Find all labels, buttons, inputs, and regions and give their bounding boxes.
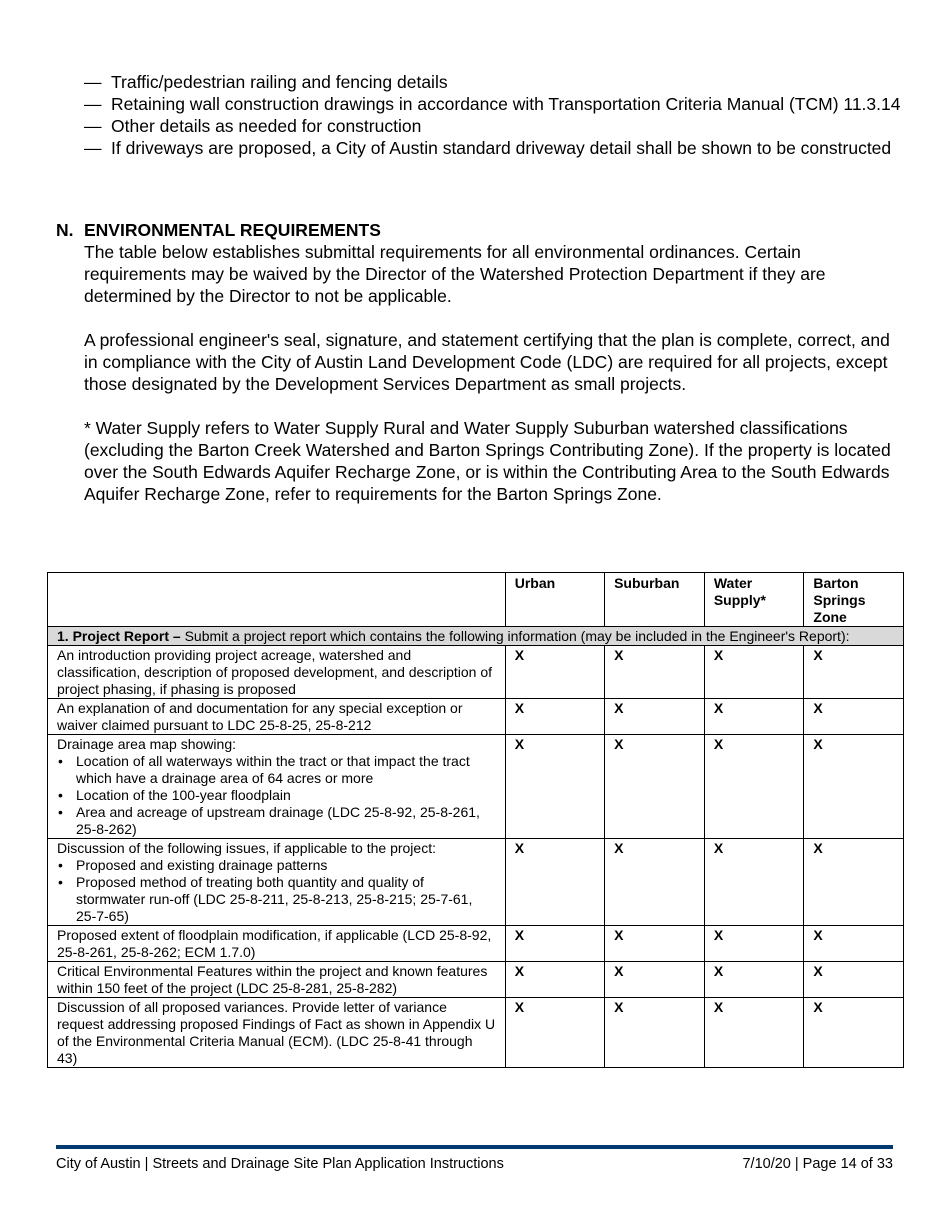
table-row: Drainage area map showing: • Location of all waterways within the tract or that impact the tract which have a drainage area of 64 acres or more • Location of the 100-year floodplain • Area and acreage of upstream drainage (LDC 25-8-92, 25-8-261, 25-8-262) X X X X [48, 735, 904, 839]
footer-title: City of Austin | Streets and Drainage Site Plan Application Instructions [56, 1156, 504, 1172]
list-item: — Other details as needed for construction [84, 116, 422, 136]
table-row: An introduction providing project acreage, watershed and classification, description of proposed development, and description of project phasing, if phasing is proposed X X X X [48, 646, 904, 699]
bullet-list: • Proposed and existing drainage patterns • Proposed method of treating both quantity and quality of stormwater run-off (LDC 25-8-211, 25-8-213, 25-8-215; 25-7-61, 25-7-65) [57, 857, 496, 925]
table-row: Proposed extent of floodplain modification, if applicable (LCD 25-8-92, 25-8-261, 25-8-262; ECM 1.7.0) X X X X [48, 926, 904, 962]
dash-list [84, 71, 904, 159]
list-item: — If driveways are proposed, a City of Austin standard driveway detail shall be shown to be constructed [84, 138, 892, 158]
water-supply-note: * Water Supply refers to Water Supply Rural and Water Supply Suburban watershed classifications (excluding the Barton Creek Watershed and Barton Springs Contributing Zone). If the property is located over the South Edwards Aquifer Recharge Zone, or is within the Contributing Area to the South Edwards Aquifer Recharge Zone, refer to requirements for the Barton Springs Zone. [84, 418, 891, 504]
intro-paragraph: The table below establishes submittal requirements for all environmental ordinances. Certain requirements may be waived by the Director of the Watershed Protection Department if they are determined by the Director to not be applicable. [84, 242, 826, 306]
header-water-supply: Water Supply* [704, 573, 804, 627]
header-barton-springs: Barton Springs Zone [804, 573, 904, 627]
engineer-seal-paragraph: A professional engineer's seal, signature, and statement certifying that the plan is complete, correct, and in compliance with the City of Austin Land Development Code (LDC) are required for all projects, except those designated by the Development Services Department as small projects. [84, 330, 890, 394]
section-heading: N. ENVIRONMENTAL REQUIREMENTS [56, 220, 381, 240]
list-item: — Retaining wall construction drawings in accordance with Transportation Criteria Manual (TCM) 11.3.14 [84, 94, 901, 114]
table-row: An explanation of and documentation for any special exception or waiver claimed pursuant to LDC 25-8-25, 25-8-212 X X X X [48, 699, 904, 735]
bullet-list: • Location of all waterways within the tract or that impact the tract which have a drainage area of 64 acres or more • Location of the 100-year floodplain • Area and acreage of upstream drainage (LDC 25-8-92, 25-8-261, 25-8-262) [57, 753, 496, 838]
table-row: Critical Environmental Features within the project and known features within 150 feet of the project (LDC 25-8-281, 25-8-282) X X X X [48, 962, 904, 998]
page-number: 7/10/20 | Page 14 of 33 [742, 1156, 893, 1172]
page-footer [56, 1156, 893, 1172]
footer-divider [56, 1145, 893, 1149]
list-item: — Traffic/pedestrian railing and fencing details [84, 72, 448, 92]
requirements-table [47, 572, 904, 1068]
header-urban: Urban [505, 573, 604, 627]
group-row-project-report: 1. Project Report – Submit a project report which contains the following information (may be included in the Engineer's Report): [48, 627, 904, 646]
environmental-requirements-section [56, 219, 906, 527]
table-header-row [48, 573, 904, 627]
table-row: Discussion of all proposed variances. Provide letter of variance request addressing proposed Findings of Fact as shown in Appendix U of the Environmental Criteria Manual (ECM). (LDC 25-8-41 through 43) X X X X [48, 998, 904, 1068]
table-row: Discussion of the following issues, if applicable to the project: • Proposed and existing drainage patterns • Proposed method of treating both quantity and quality of stormwater run-off (LDC 25-8-211, 25-8-213, 25-8-215; 25-7-61, 25-7-65) X X X X [48, 839, 904, 926]
header-suburban: Suburban [605, 573, 705, 627]
